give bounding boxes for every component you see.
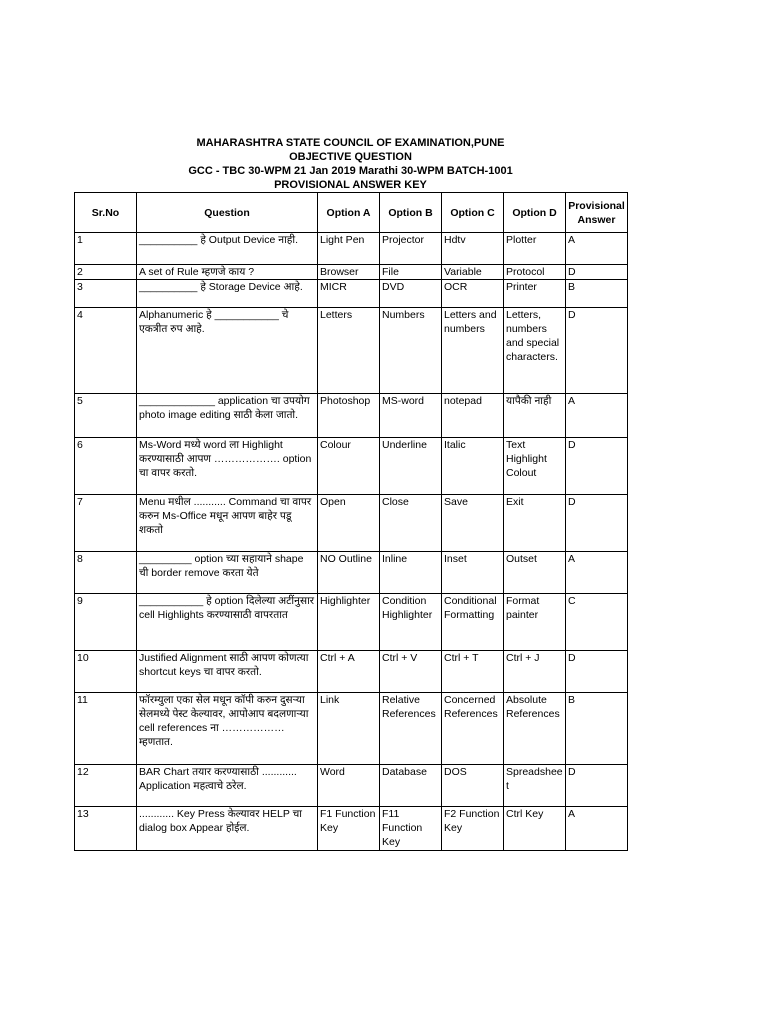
- row-option-a: Highlighter: [318, 594, 380, 651]
- row-option-d: Letters, numbers and special characters.: [504, 308, 566, 394]
- answer-key-table: [74, 192, 628, 851]
- row-srno: 3: [75, 280, 137, 308]
- row-option-c: Save: [442, 495, 504, 552]
- row-option-d: Exit: [504, 495, 566, 552]
- row-option-b: Condition Highlighter: [380, 594, 442, 651]
- row-answer: A: [566, 552, 628, 594]
- col-question: Question: [137, 193, 318, 233]
- row-option-d: Plotter: [504, 233, 566, 265]
- answer-key-title: PROVISIONAL ANSWER KEY: [274, 179, 427, 191]
- row-srno: 12: [75, 765, 137, 807]
- row-option-b: Underline: [380, 438, 442, 495]
- table-header-row: [75, 193, 628, 233]
- row-option-b: Ctrl + V: [380, 651, 442, 693]
- row-option-a: Link: [318, 693, 380, 765]
- row-option-b: Numbers: [380, 308, 442, 394]
- row-option-b: DVD: [380, 280, 442, 308]
- row-question: A set of Rule म्हणजे काय ?: [137, 265, 318, 280]
- col-option-b: Option B: [380, 193, 442, 233]
- row-answer: B: [566, 280, 628, 308]
- table-row: [75, 594, 628, 651]
- row-option-c: Letters and numbers: [442, 308, 504, 394]
- row-option-b: File: [380, 265, 442, 280]
- row-answer: D: [566, 438, 628, 495]
- row-answer: D: [566, 765, 628, 807]
- row-option-a: NO Outline: [318, 552, 380, 594]
- row-option-d: Outset: [504, 552, 566, 594]
- table-row: [75, 438, 628, 495]
- row-option-a: Letters: [318, 308, 380, 394]
- row-option-c: Italic: [442, 438, 504, 495]
- row-answer: D: [566, 265, 628, 280]
- row-option-c: OCR: [442, 280, 504, 308]
- row-question: _________ option च्या सहायाने shape ची border remove करता येते: [137, 552, 318, 594]
- row-option-a: Ctrl + A: [318, 651, 380, 693]
- row-option-c: Conditional Formatting: [442, 594, 504, 651]
- row-option-a: Browser: [318, 265, 380, 280]
- row-option-b: F11 Function Key: [380, 807, 442, 851]
- row-question: Menu मधील ........... Command चा वापर करुन Ms-Office मधून आपण बाहेर पडू शकतो: [137, 495, 318, 552]
- row-answer: D: [566, 495, 628, 552]
- row-answer: D: [566, 308, 628, 394]
- row-option-d: Protocol: [504, 265, 566, 280]
- row-option-c: Inset: [442, 552, 504, 594]
- row-option-b: MS-word: [380, 394, 442, 438]
- row-option-a: Colour: [318, 438, 380, 495]
- row-question: Justified Alignment साठी आपण कोणत्या shortcut keys चा वापर करतो.: [137, 651, 318, 693]
- document-header: [74, 136, 627, 192]
- row-answer: B: [566, 693, 628, 765]
- row-srno: 8: [75, 552, 137, 594]
- row-question: __________ हे Output Device नाही.: [137, 233, 318, 265]
- exam-type: OBJECTIVE QUESTION: [289, 151, 412, 163]
- row-option-b: Relative References: [380, 693, 442, 765]
- row-answer: A: [566, 394, 628, 438]
- row-srno: 2: [75, 265, 137, 280]
- row-option-a: MICR: [318, 280, 380, 308]
- row-option-a: F1 Function Key: [318, 807, 380, 851]
- row-question: Ms-Word मध्ये word ला Highlight करण्यासाठी आपण ………………. option चा वापर करतो.: [137, 438, 318, 495]
- table-row: [75, 765, 628, 807]
- table-row: [75, 394, 628, 438]
- row-answer: D: [566, 651, 628, 693]
- row-srno: 6: [75, 438, 137, 495]
- row-srno: 5: [75, 394, 137, 438]
- table-row: [75, 280, 628, 308]
- table-row: [75, 807, 628, 851]
- col-answer: Provisional Answer: [566, 193, 628, 233]
- row-answer: A: [566, 233, 628, 265]
- row-srno: 4: [75, 308, 137, 394]
- table-row: [75, 651, 628, 693]
- row-option-b: Projector: [380, 233, 442, 265]
- row-option-d: Format painter: [504, 594, 566, 651]
- row-srno: 7: [75, 495, 137, 552]
- col-option-d: Option D: [504, 193, 566, 233]
- table-row: [75, 552, 628, 594]
- council-title: MAHARASHTRA STATE COUNCIL OF EXAMINATION,PUNE: [196, 137, 505, 149]
- row-option-d: Spreadsheet: [504, 765, 566, 807]
- table-row: [75, 495, 628, 552]
- row-question: __________ हे Storage Device आहे.: [137, 280, 318, 308]
- col-srno: Sr.No: [75, 193, 137, 233]
- row-option-a: Photoshop: [318, 394, 380, 438]
- row-option-c: F2 Function Key: [442, 807, 504, 851]
- table-row: [75, 265, 628, 280]
- row-srno: 9: [75, 594, 137, 651]
- row-option-c: Variable: [442, 265, 504, 280]
- row-option-d: Printer: [504, 280, 566, 308]
- row-answer: A: [566, 807, 628, 851]
- row-answer: C: [566, 594, 628, 651]
- table-row: [75, 308, 628, 394]
- row-option-c: DOS: [442, 765, 504, 807]
- row-option-d: यापैकी नाही: [504, 394, 566, 438]
- row-question: फॉरम्युला एका सेल मधून कॉपी करुन दुसऱ्या सेलमध्ये पेस्ट केल्यावर, आपोआप बदलणाऱ्या cell references ना ……………… म्हणतात.: [137, 693, 318, 765]
- row-question: ............ Key Press केल्यावर HELP चा dialog box Appear होईल.: [137, 807, 318, 851]
- row-option-a: Open: [318, 495, 380, 552]
- row-srno: 1: [75, 233, 137, 265]
- row-srno: 11: [75, 693, 137, 765]
- row-question: _____________ application चा उपयोग photo image editing साठी केला जातो.: [137, 394, 318, 438]
- row-option-d: Ctrl + J: [504, 651, 566, 693]
- row-option-c: Concerned References: [442, 693, 504, 765]
- row-option-b: Close: [380, 495, 442, 552]
- row-question: BAR Chart तयार करण्यासाठी ............ Application महत्वाचे ठरेल.: [137, 765, 318, 807]
- row-option-c: notepad: [442, 394, 504, 438]
- row-question: ___________ हे option दिलेल्या अटींनुसार cell Highlights करण्यासाठी वापरतात: [137, 594, 318, 651]
- row-option-b: Database: [380, 765, 442, 807]
- row-option-c: Ctrl + T: [442, 651, 504, 693]
- row-option-a: Word: [318, 765, 380, 807]
- row-question: Alphanumeric हे ___________ चे एकत्रीत रुप आहे.: [137, 308, 318, 394]
- row-option-b: Inline: [380, 552, 442, 594]
- row-srno: 10: [75, 651, 137, 693]
- row-option-c: Hdtv: [442, 233, 504, 265]
- row-option-a: Light Pen: [318, 233, 380, 265]
- col-option-a: Option A: [318, 193, 380, 233]
- batch-info: GCC - TBC 30-WPM 21 Jan 2019 Marathi 30-WPM BATCH-1001: [188, 165, 513, 177]
- row-srno: 13: [75, 807, 137, 851]
- table-row: [75, 693, 628, 765]
- row-option-d: Text Highlight Colout: [504, 438, 566, 495]
- table-row: [75, 233, 628, 265]
- row-option-d: Absolute References: [504, 693, 566, 765]
- col-option-c: Option C: [442, 193, 504, 233]
- row-option-d: Ctrl Key: [504, 807, 566, 851]
